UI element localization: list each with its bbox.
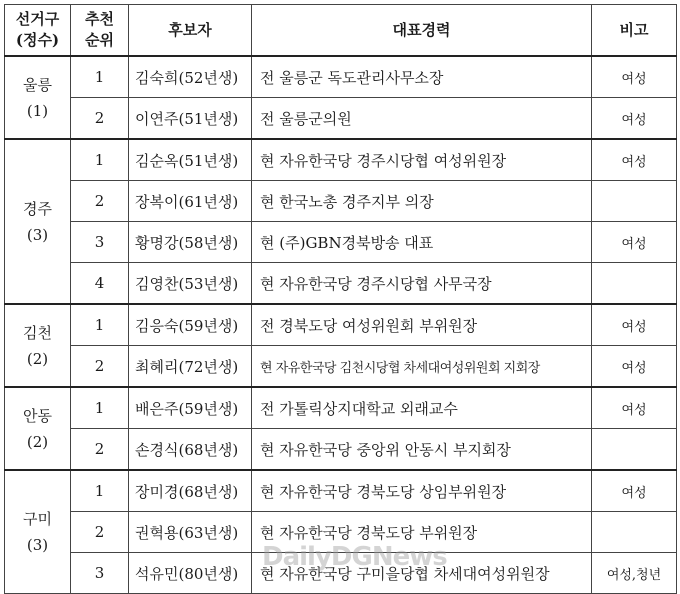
rank-cell: 1 — [71, 470, 129, 512]
career-cell: 현 (주)GBN경북방송 대표 — [252, 222, 592, 263]
table-row — [5, 512, 677, 553]
table-row — [5, 181, 677, 222]
table-row — [5, 470, 677, 512]
candidate-cell: 권혁용(63년생) — [129, 512, 252, 553]
career-cell: 전 울릉군의원 — [252, 98, 592, 140]
career-cell: 현 자유한국당 중앙위 안동시 부지회장 — [252, 429, 592, 471]
watermark: DailyDGNews — [262, 542, 447, 572]
candidate-cell: 석유민(80년생) — [129, 553, 252, 594]
district-cell: 경주 (3) — [5, 139, 71, 304]
career-cell: 현 자유한국당 김천시당협 차세대여성위원회 지회장 — [252, 346, 592, 388]
district-group-gyeongju — [5, 139, 677, 304]
candidate-cell: 김순옥(51년생) — [129, 139, 252, 181]
note-cell: 여성,청년 — [592, 553, 677, 594]
table-row — [5, 304, 677, 346]
candidate-cell: 손경식(68년생) — [129, 429, 252, 471]
career-cell: 현 자유한국당 경북도당 상임부위원장 — [252, 470, 592, 512]
district-group-ulleung — [5, 56, 677, 139]
table-row — [5, 98, 677, 140]
career-cell: 현 자유한국당 구미을당협 차세대여성위원장 — [252, 553, 592, 594]
header-candidate: 후보자 — [129, 5, 252, 57]
candidate-cell: 김응숙(59년생) — [129, 304, 252, 346]
note-cell: 여성 — [592, 98, 677, 140]
table-row — [5, 139, 677, 181]
table-row — [5, 553, 677, 594]
rank-cell: 1 — [71, 139, 129, 181]
rank-cell: 2 — [71, 512, 129, 553]
district-cell: 김천 (2) — [5, 304, 71, 387]
note-cell: 여성 — [592, 222, 677, 263]
note-cell: 여성 — [592, 56, 677, 98]
career-cell: 전 울릉군 독도관리사무소장 — [252, 56, 592, 98]
career-cell: 전 경북도당 여성위원회 부위원장 — [252, 304, 592, 346]
header-district: 선거구 (정수) — [5, 5, 71, 57]
rank-cell: 1 — [71, 304, 129, 346]
note-cell: 여성 — [592, 470, 677, 512]
note-cell: 여성 — [592, 346, 677, 388]
candidate-cell: 장미경(68년생) — [129, 470, 252, 512]
candidate-cell: 배은주(59년생) — [129, 387, 252, 429]
table-row — [5, 387, 677, 429]
table-row — [5, 263, 677, 305]
header-rank: 추천 순위 — [71, 5, 129, 57]
note-cell — [592, 181, 677, 222]
candidate-cell: 이연주(51년생) — [129, 98, 252, 140]
district-group-andong — [5, 387, 677, 470]
note-cell: 여성 — [592, 304, 677, 346]
candidate-cell: 최혜리(72년생) — [129, 346, 252, 388]
rank-cell: 4 — [71, 263, 129, 305]
note-cell — [592, 263, 677, 305]
candidate-cell: 장복이(61년생) — [129, 181, 252, 222]
table-row — [5, 429, 677, 471]
candidate-cell: 김숙희(52년생) — [129, 56, 252, 98]
district-cell: 구미 (3) — [5, 470, 71, 594]
candidate-cell: 황명강(58년생) — [129, 222, 252, 263]
note-cell — [592, 429, 677, 471]
rank-cell: 3 — [71, 222, 129, 263]
career-cell: 현 자유한국당 경주시당협 여성위원장 — [252, 139, 592, 181]
rank-cell: 2 — [71, 346, 129, 388]
candidate-table — [4, 4, 677, 594]
table-row — [5, 346, 677, 388]
note-cell: 여성 — [592, 139, 677, 181]
rank-cell: 3 — [71, 553, 129, 594]
rank-cell: 1 — [71, 387, 129, 429]
district-group-gumi — [5, 470, 677, 594]
district-cell: 안동 (2) — [5, 387, 71, 470]
header-note: 비고 — [592, 5, 677, 57]
table-row — [5, 56, 677, 98]
header-career: 대표경력 — [252, 5, 592, 57]
career-cell: 현 한국노총 경주지부 의장 — [252, 181, 592, 222]
note-cell — [592, 512, 677, 553]
header-row — [5, 5, 677, 57]
rank-cell: 2 — [71, 181, 129, 222]
rank-cell: 1 — [71, 56, 129, 98]
candidate-cell: 김영찬(53년생) — [129, 263, 252, 305]
note-cell: 여성 — [592, 387, 677, 429]
district-group-gimcheon — [5, 304, 677, 387]
table-row — [5, 222, 677, 263]
rank-cell: 2 — [71, 429, 129, 471]
district-cell: 울릉 (1) — [5, 56, 71, 139]
career-cell: 현 자유한국당 경북도당 부위원장 — [252, 512, 592, 553]
rank-cell: 2 — [71, 98, 129, 140]
career-cell: 전 가톨릭상지대학교 외래교수 — [252, 387, 592, 429]
career-cell: 현 자유한국당 경주시당협 사무국장 — [252, 263, 592, 305]
